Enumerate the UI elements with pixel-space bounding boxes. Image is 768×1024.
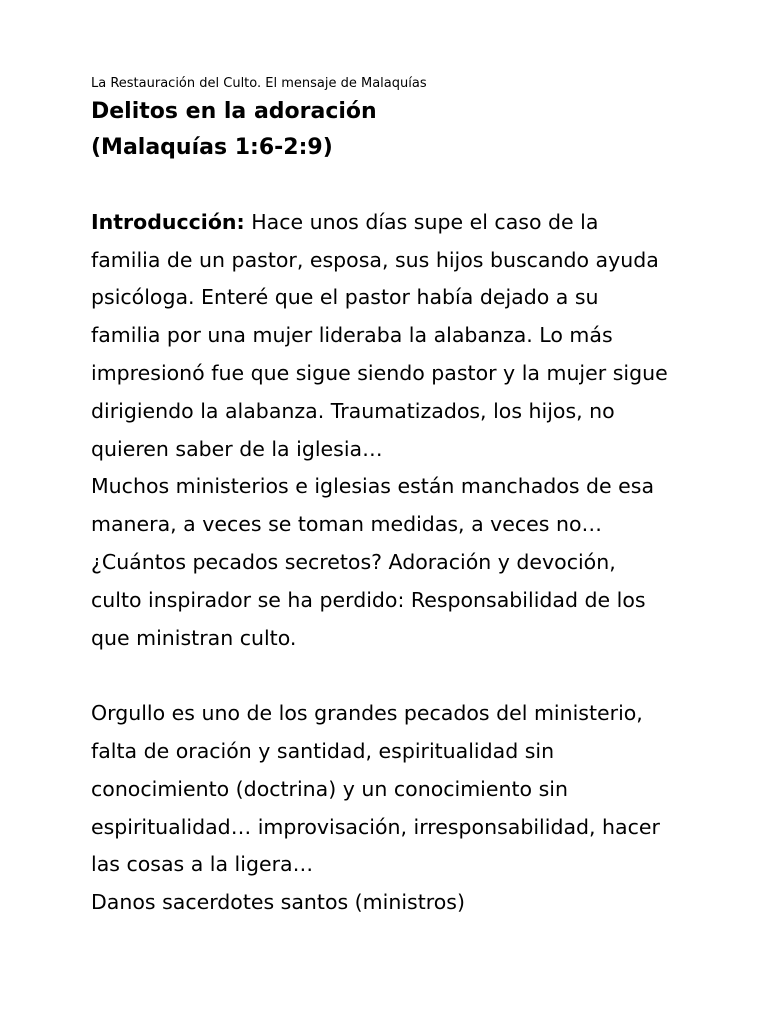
intro-line: ¿Cuántos pecados secretos? Adoración y devoción, [91, 549, 616, 574]
document-page [91, 74, 741, 922]
intro-line: que ministran culto. [91, 625, 297, 650]
title-line: Delitos en la adoración [91, 99, 377, 124]
paragraph-spacer [91, 166, 741, 204]
intro-line: dirigiendo la alabanza. Traumatizados, los hijos, no [91, 398, 615, 423]
intro-paragraph [91, 204, 741, 658]
paragraph-line: Danos sacerdotes santos (ministros) [91, 890, 465, 915]
second-paragraph [91, 695, 741, 922]
intro-line: psicóloga. Enteré que el pastor había dejado a su [91, 285, 599, 310]
intro-line: quieren saber de la iglesia… [91, 436, 383, 461]
intro-line: impresionó fue que sigue siendo pastor y la mujer sigue [91, 360, 668, 385]
paragraph-line: falta de oración y santidad, espiritualidad sin [91, 738, 555, 763]
intro-line: familia de un pastor, esposa, sus hijos buscando ayuda [91, 247, 659, 272]
intro-line: familia por una mujer lideraba la alabanza. Lo más [91, 323, 613, 348]
document-title [91, 94, 741, 166]
paragraph-line: espiritualidad… improvisación, irresponsabilidad, hacer [91, 814, 660, 839]
paragraph-line: las cosas a la ligera… [91, 852, 314, 877]
intro-label: Introducción: [91, 209, 245, 234]
title-reference: (Malaquías 1:6-2:9) [91, 135, 333, 160]
paragraph-line: Orgullo es uno de los grandes pecados del ministerio, [91, 701, 643, 726]
document-header: La Restauración del Culto. El mensaje de Malaquías [91, 76, 427, 91]
intro-first-line [91, 204, 741, 242]
intro-line: culto inspirador se ha perdido: Responsabilidad de los [91, 587, 646, 612]
paragraph-line: conocimiento (doctrina) y un conocimiento sin [91, 776, 568, 801]
paragraph-spacer [91, 657, 741, 695]
intro-line: Muchos ministerios e iglesias están manchados de esa [91, 474, 655, 499]
intro-line: manera, a veces se toman medidas, a veces no… [91, 512, 603, 537]
intro-line: Hace unos días supe el caso de la [244, 209, 599, 234]
